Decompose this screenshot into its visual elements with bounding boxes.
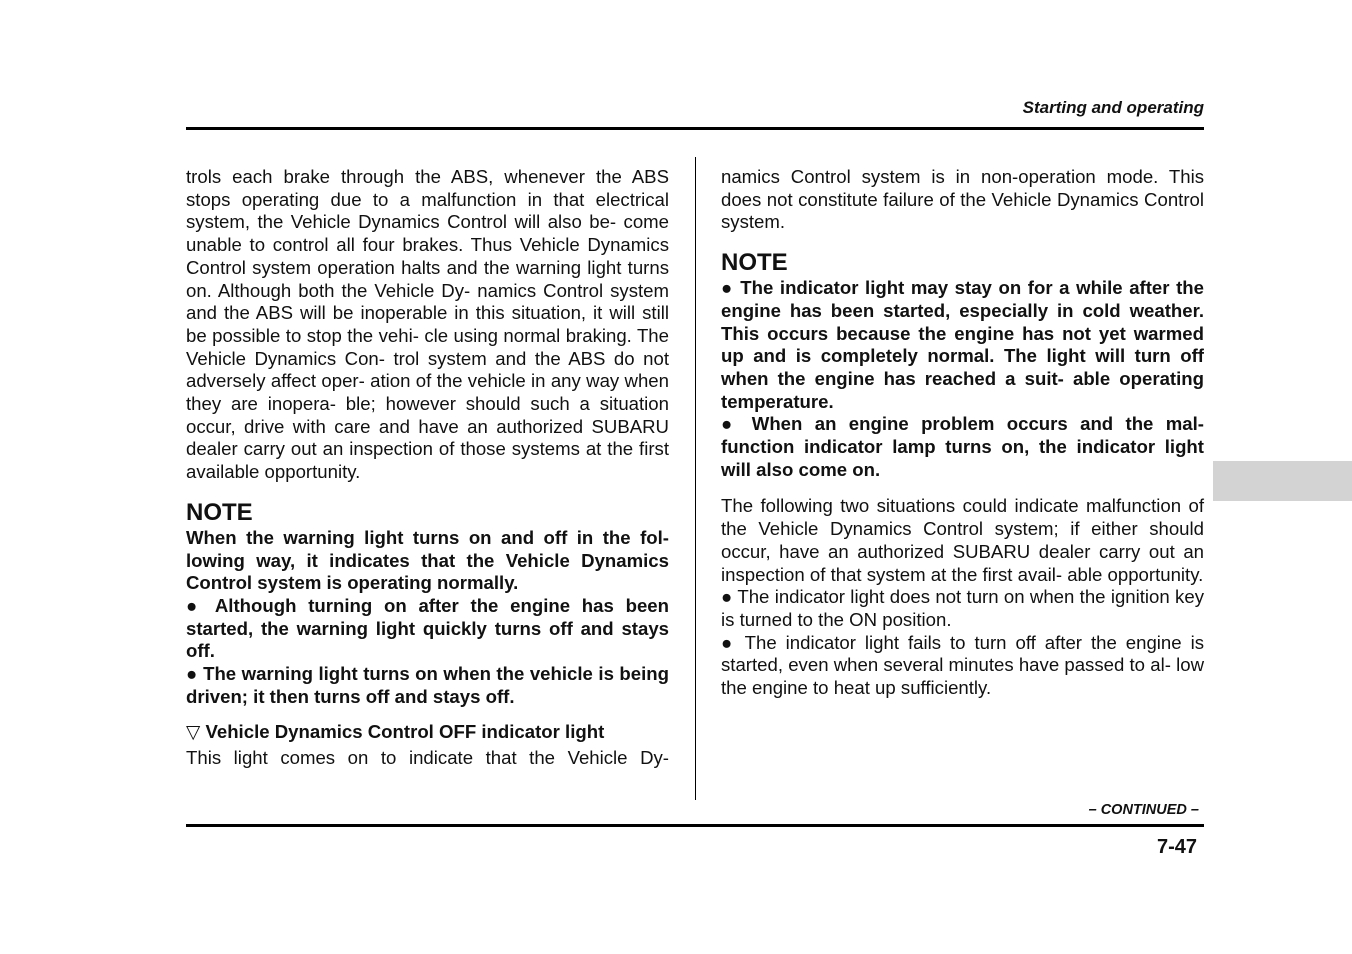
triangle-icon: ▽ — [186, 721, 201, 743]
right-note-bullet-1: ● The indicator light may stay on for a while after the engine has been started, especially in cold weather. This occurs because the engine has not yet warmed up and is completely normal. The light will turn off when the engine has reached a suit- able operating temperature. — [721, 277, 1204, 412]
right-note-bullet-2: ● When an engine problem occurs and the mal- function indicator lamp turns on, the indicator light will also come on. — [721, 413, 1204, 480]
header-rule — [186, 127, 1204, 130]
left-note-bullet-2: ● The warning light turns on when the vehicle is being driven; it then turns off and stays off. — [186, 663, 669, 707]
right-note-heading: NOTE — [721, 249, 788, 277]
left-column — [186, 166, 669, 770]
off-indicator-subheading — [186, 721, 669, 744]
continued-label: – CONTINUED – — [1088, 802, 1199, 818]
malfunction-intro-paragraph: The following two situations could indicate malfunction of the Vehicle Dynamics Control system; if either should occur, have an authorized SUBARU dealer carry out an inspection of that system at the first avail- able opportunity. — [721, 495, 1204, 585]
footer-rule — [186, 824, 1204, 827]
right-continuation-paragraph: namics Control system is in non-operation mode. This does not constitute failure of the Vehicle Dynamics Control system. — [721, 166, 1204, 233]
malfunction-situation-1: ● The indicator light does not turn on when the ignition key is turned to the ON position. — [721, 586, 1204, 630]
column-divider — [695, 157, 696, 800]
left-note-bullet-1: ● Although turning on after the engine has been started, the warning light quickly turns off and stays off. — [186, 594, 669, 662]
chapter-thumb-tab — [1213, 461, 1352, 501]
page-number: 7-47 — [1156, 836, 1197, 858]
left-note-heading: NOTE — [186, 498, 253, 526]
left-intro-paragraph: trols each brake through the ABS, whenever the ABS stops operating due to a malfunction in that electrical system, the Vehicle Dynamics Control will also be- come unable to control all four brakes. Thus Vehicle Dynamics Control system operation halts and the warning light turns on. Although both the Vehicle Dy- namics Control system and the ABS will be inoperable in this situation, it will still be possible to stop the vehi- cle using normal braking. The Vehicle Dynamics Con- trol system and the ABS do not adversely affect oper- ation of the vehicle in any way when they are inopera- ble; however should such a situation occur, drive with care and have an authorized SUBARU dealer carry out an inspection of those systems at the first available opportunity. — [186, 166, 669, 483]
left-note-intro: When the warning light turns on and off in the fol- lowing way, it indicates that the Vehicle Dynamics Control system is operating normally. — [186, 526, 669, 594]
malfunction-situation-2: ● The indicator light fails to turn off after the engine is started, even when several minutes have passed to al- low the engine to heat up sufficiently. — [721, 631, 1204, 699]
header-section-title: Starting and operating — [1022, 98, 1204, 117]
right-column — [721, 166, 1204, 700]
subheading-text: Vehicle Dynamics Control OFF indicator light — [205, 721, 605, 743]
off-light-paragraph: This light comes on to indicate that the Vehicle Dy- — [186, 747, 669, 769]
